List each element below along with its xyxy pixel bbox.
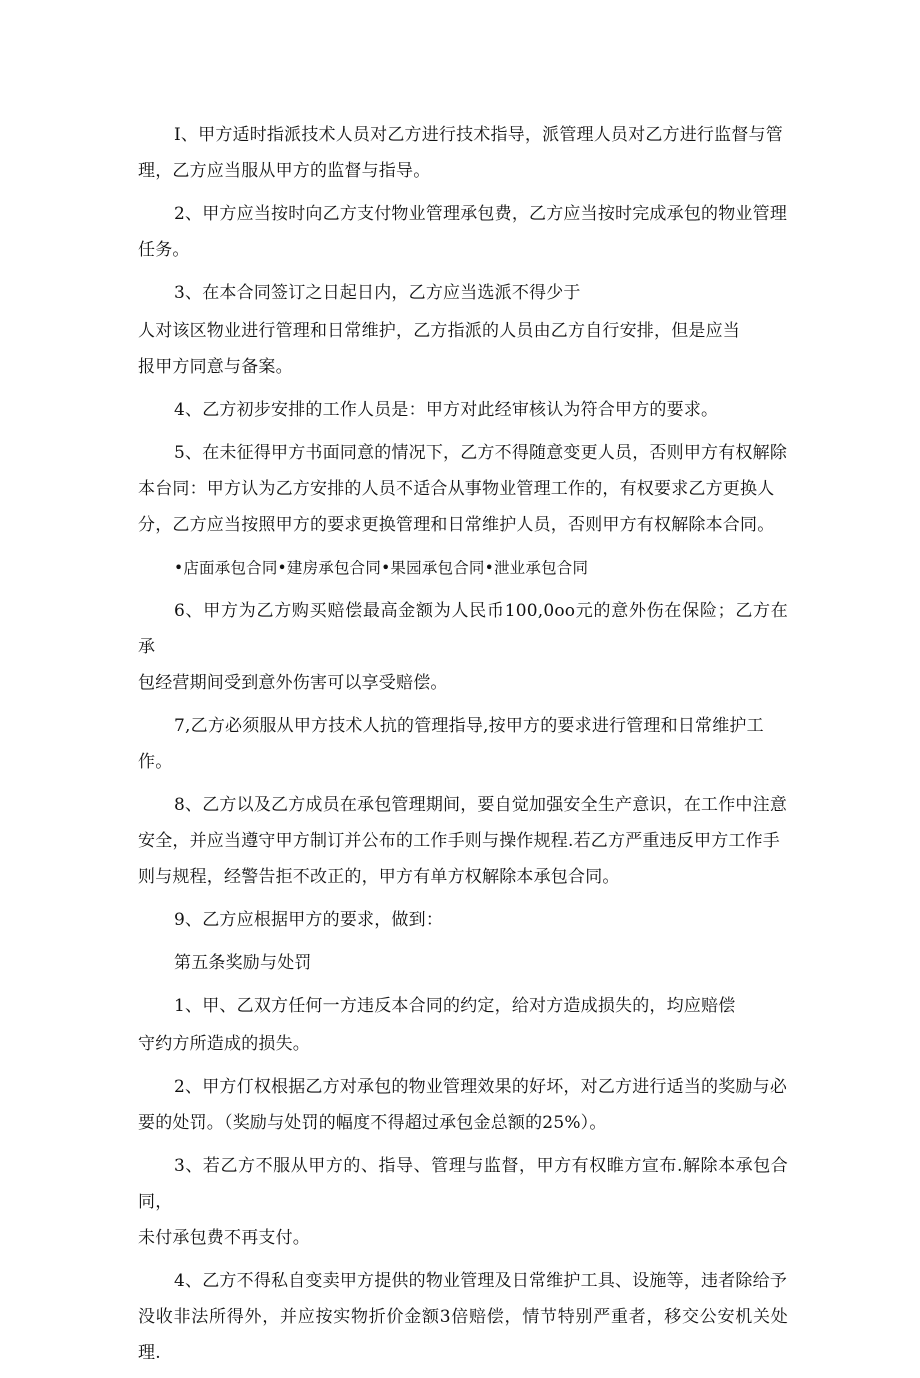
paragraph-15: [138, 1069, 788, 1141]
section-heading-text: 第五条奖励与处罚: [174, 953, 312, 973]
paragraph-line: 9、乙方应根据甲方的要求，做到：: [174, 910, 444, 930]
paragraph-16: [138, 1148, 788, 1256]
paragraph-line: 6、甲方为乙方购买赔偿最高金额为人民币100,0oo元的意外伤在保险；乙方在承: [138, 601, 788, 657]
section-heading: [138, 945, 788, 981]
paragraph-13: [138, 988, 788, 1024]
paragraph-line: 要的处罚。（奖励与处罚的幅度不得超过承包金总额的25%）。: [138, 1113, 607, 1133]
paragraph-line: 报甲方同意与备案。: [138, 357, 293, 377]
paragraph-10: [138, 787, 788, 895]
paragraph-2: [138, 196, 788, 268]
paragraph-line: 8、乙方以及乙方成员在承包管理期间，要自觉加强安全生产意识，在工作中注意: [174, 795, 788, 815]
paragraph-line: 3、在本合同签订之日起日内，乙方应当选派不得少于: [174, 283, 581, 303]
paragraph-line: 人对该区物业进行管理和日常维护，乙方指派的人员由乙方自行安排，但是应当: [138, 321, 740, 341]
paragraph-line: 则与规程，经警告拒不改正的，甲方有单方权解除本承包合同。: [138, 867, 620, 887]
paragraph-line: 理，乙方应当服从甲方的监督与指导。: [138, 161, 431, 181]
paragraph-line: 1、甲、乙双方任何一方违反本合同的约定，给对方造成损失的，均应赔偿: [174, 996, 736, 1016]
paragraph-17: [138, 1263, 788, 1371]
paragraph-line: 7,乙方必须服从甲方技术人抗的管理指导,按甲方的要求进行管理和日常维护工: [174, 716, 764, 736]
paragraph-14: [138, 1026, 788, 1062]
paragraph-line: 2、甲方仃权根据乙方对承包的物业管理效果的好坏，对乙方进行适当的奖励与必: [174, 1077, 788, 1097]
paragraph-line: 5、在未征得甲方书面同意的情况下，乙方不得随意变更人员，否则甲方有权解除: [174, 443, 788, 463]
paragraph-line: 4、乙方不得私自变卖甲方提供的物业管理及日常维护工具、设施等，违者除给予: [174, 1271, 788, 1291]
paragraph-line: 没收非法所得外，并应按实物折价金额3倍赔偿，情节特别严重者，移交公安机关处理.: [138, 1307, 788, 1363]
paragraph-11: [138, 902, 788, 938]
paragraph-1: [138, 117, 788, 189]
paragraph-line: 分，乙方应当按照甲方的要求更换管理和日常维护人员，否则甲方有权解除本合同。: [138, 515, 775, 535]
related-links-line: •店面承包合同•建房承包合同•果园承包合同•泄业承包合同: [174, 559, 589, 577]
paragraph-line: 4、乙方初步安排的工作人员是：甲方对此经审核认为符合甲方的要求。: [174, 400, 719, 420]
paragraph-line: I、甲方适时指派技术人员对乙方进行技术指导，派管理人员对乙方进行监督与管: [174, 125, 783, 145]
paragraph-line: 守约方所造成的损失。: [138, 1034, 310, 1054]
paragraph-4: [138, 313, 788, 385]
paragraph-3: [138, 275, 788, 311]
document-body: [138, 117, 788, 1378]
paragraph-9: [138, 708, 788, 780]
paragraph-line: 未付承包费不再支付。: [138, 1228, 310, 1248]
paragraph-line: 安全，并应当遵守甲方制订并公布的工作手则与操作规程.若乙方严重违反甲方工作手: [138, 831, 781, 851]
paragraph-5: [138, 392, 788, 428]
paragraph-line: 2、甲方应当按时向乙方支付物业管理承包费，乙方应当按时完成承包的物业管理: [174, 204, 788, 224]
paragraph-line: 作。: [138, 752, 173, 772]
paragraph-line: 本台同：甲方认为乙方安排的人员不适合从事物业管理工作的，有权要求乙方更换人: [138, 479, 775, 499]
paragraph-6: [138, 435, 788, 543]
paragraph-line: 包经营期间受到意外伤害可以享受赔偿。: [138, 673, 448, 693]
paragraph-line: 任务。: [138, 240, 190, 260]
related-links: [138, 550, 788, 586]
paragraph-line: 3、若乙方不服从甲方的、指导、管理与监督，甲方有权睢方宣布.解除本承包合同，: [138, 1156, 788, 1212]
paragraph-8: [138, 593, 788, 701]
